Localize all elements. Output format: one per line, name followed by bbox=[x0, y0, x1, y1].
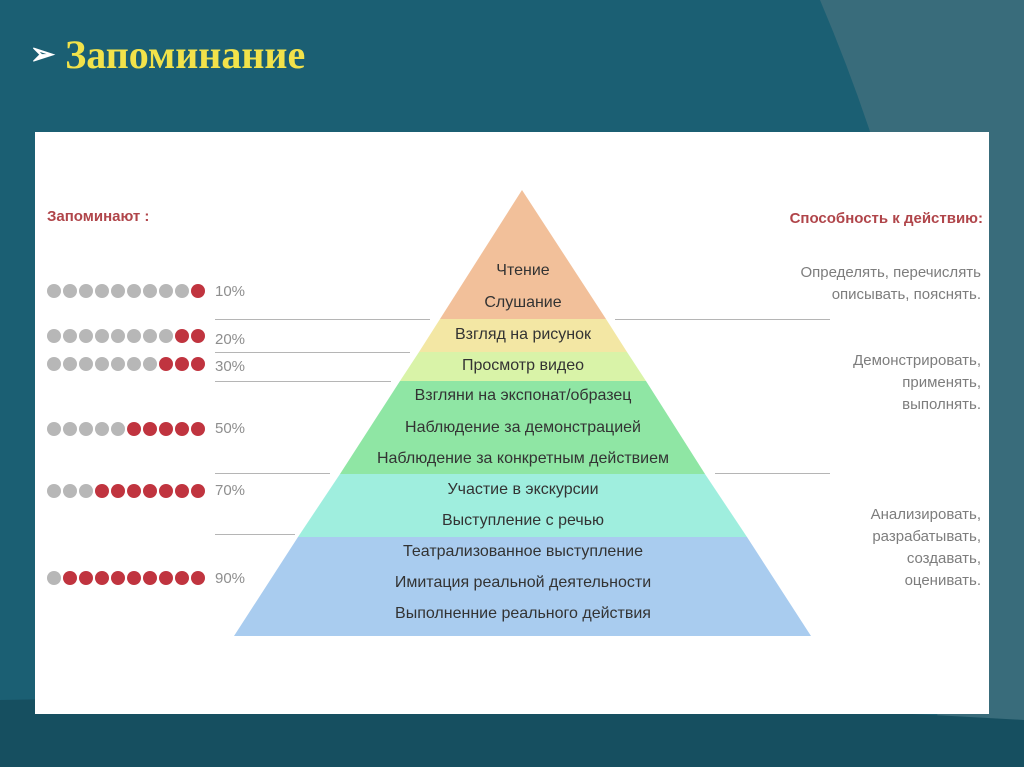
ability-group bbox=[751, 262, 981, 306]
ability-group bbox=[751, 350, 981, 416]
ability-line: Определять, перечислять bbox=[800, 264, 981, 281]
pyramid-item: Театрализованное выступление bbox=[403, 543, 643, 560]
ability-line: описывать, пояснять. bbox=[831, 286, 981, 303]
pyramid-item: Участие в экскурсии bbox=[447, 481, 599, 498]
ability-line: Демонстрировать, bbox=[853, 352, 981, 369]
pyramid-item: Имитация реальной деятельности bbox=[394, 574, 652, 591]
pyramid-item: Чтение bbox=[496, 262, 550, 279]
ability-line: разрабатывать, bbox=[872, 528, 981, 545]
pyramid-item: Наблюдение за демонстрацией bbox=[405, 419, 641, 436]
ability-header: Способность к действию: bbox=[789, 210, 983, 227]
retention-percent: 50% bbox=[215, 420, 246, 437]
pyramid-item: Выступление с речью bbox=[441, 512, 605, 529]
slide-title-text: Запоминание bbox=[65, 32, 306, 77]
pyramid-item: Слушание bbox=[484, 294, 562, 311]
diagram-panel bbox=[35, 132, 989, 714]
retention-header: Запоминают : bbox=[47, 208, 150, 225]
ability-line: Анализировать, bbox=[870, 506, 981, 523]
pyramid-item: Выполненние реального действия bbox=[395, 605, 651, 622]
retention-percent: 20% bbox=[215, 331, 246, 348]
pyramid-item: Взгляд на рисунок bbox=[454, 326, 592, 343]
ability-line: применять, bbox=[902, 374, 981, 391]
retention-percent: 10% bbox=[215, 283, 246, 300]
pyramid-item: Просмотр видео bbox=[461, 357, 585, 374]
arrow-bullet-icon: ➢ bbox=[30, 38, 56, 71]
slide-title bbox=[30, 30, 305, 80]
ability-line: выполнять. bbox=[902, 396, 981, 413]
pyramid-item: Наблюдение за конкретным действием bbox=[376, 450, 670, 467]
ability-line: оценивать. bbox=[904, 572, 981, 589]
retention-percent: 70% bbox=[215, 482, 246, 499]
retention-percent: 90% bbox=[215, 570, 246, 587]
pyramid-item: Взгляни на экспонат/образец bbox=[414, 387, 632, 404]
ability-line: создавать, bbox=[906, 550, 981, 567]
retention-percent: 30% bbox=[215, 358, 246, 375]
ability-group bbox=[751, 504, 981, 592]
